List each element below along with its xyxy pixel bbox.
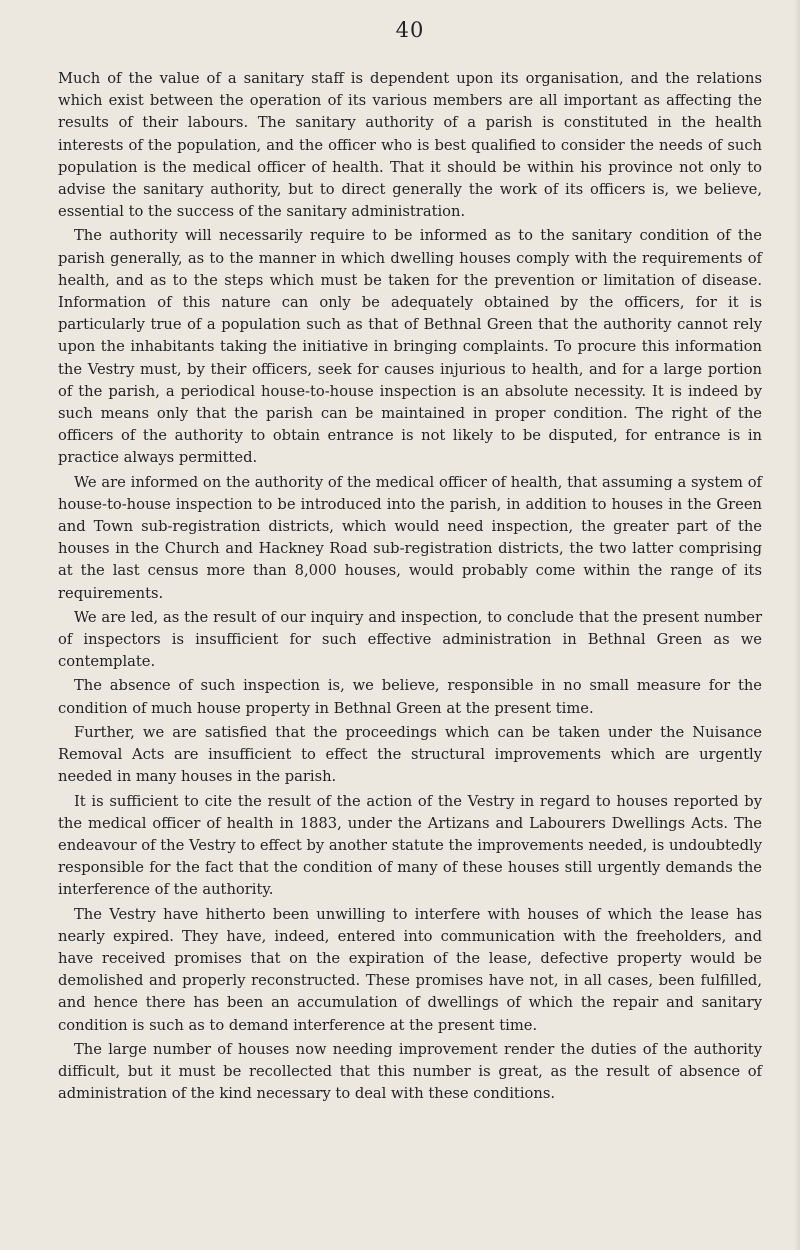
paragraph: We are led, as the result of our inquiry and inspection, to conclude that the present number of inspectors is insufficient for such effective administration in Bethnal Green as we contemplate. — [58, 608, 762, 671]
paragraph: The absence of such inspection is, we believe, responsible in no small measure for the condition of much house property in Bethnal Green at the present time. — [58, 677, 762, 717]
page-number: 40 — [395, 18, 425, 42]
page-edge-shadow — [794, 0, 800, 1250]
paragraph: Further, we are satisfied that the proceedings which can be taken under the Nuisance Removal Acts are insufficient to effect the structural improvements which are urgently needed in many houses in the parish. — [58, 723, 762, 786]
body-text — [58, 68, 762, 1105]
paragraph: The authority will necessarily require to be informed as to the sanitary condition of the parish generally, as to the manner in which dwelling houses comply with the requirements of health, and as to the steps which must be taken for the prevention or limitation of disease. Information of this nature can only be adequately obtained by the officers, for it is particularly true of a population such as that of Bethnal Green that the authority cannot rely upon the inhabitants taking the initiative in bringing complaints. To procure this information the Vestry must, by their officers, seek for causes injurious to health, and for a large portion of the parish, a periodical house-to-house inspection is an absolute necessity. It is indeed by such means only that the parish can be maintained in proper condition. The right of the officers of the authority to obtain entrance is not likely to be disputed, for entrance is in practice always permitted. — [58, 227, 762, 467]
paragraph: The large number of houses now needing improvement render the duties of the authority difficult, but it must be recollected that this number is great, as the result of absence of administration of the kind necessary to deal with these conditions. — [58, 1040, 762, 1103]
paragraph: We are informed on the authority of the medical officer of health, that assuming a system of house-to-house inspection to be introduced into the parish, in addition to houses in the Green and Town sub-registration districts, which would need inspection, the greater part of the houses in the Church and Hackney Road sub-registration districts, the two latter comprising at the last census more than 8,000 houses, would probably come within the range of its requirements. — [58, 473, 762, 602]
paragraph: The Vestry have hitherto been unwilling to interfere with houses of which the lease has nearly expired. They have, indeed, entered into communication with the freeholders, and have received promises that on the expiration of the lease, defective property would be demolished and properly reconstructed. These promises have not, in all cases, been fulfilled, and hence there has been an accumulation of dwellings of which the repair and sanitary condition is such as to demand interference at the present time. — [58, 905, 762, 1034]
paragraph: Much of the value of a sanitary staff is dependent upon its organisation, and the relations which exist between the operation of its various members are all important as affecting the results of their labours. The sanitary authority of a parish is constituted in the health interests of the population, and the officer who is best qualified to consider the needs of such population is the medical officer of health. That it should be within his province not only to advise the sanitary authority, but to direct generally the work of its officers is, we believe, essential to the success of the sanitary administration. — [58, 70, 762, 221]
paragraph: It is sufficient to cite the result of the action of the Vestry in regard to houses reported by the medical officer of health in 1883, under the Artizans and Labourers Dwellings Acts. The endeavour of the Vestry to effect by another statute the improvements needed, is undoubtedly responsible for the fact that the condition of many of these houses still urgently demands the interference of the authority. — [58, 792, 762, 899]
